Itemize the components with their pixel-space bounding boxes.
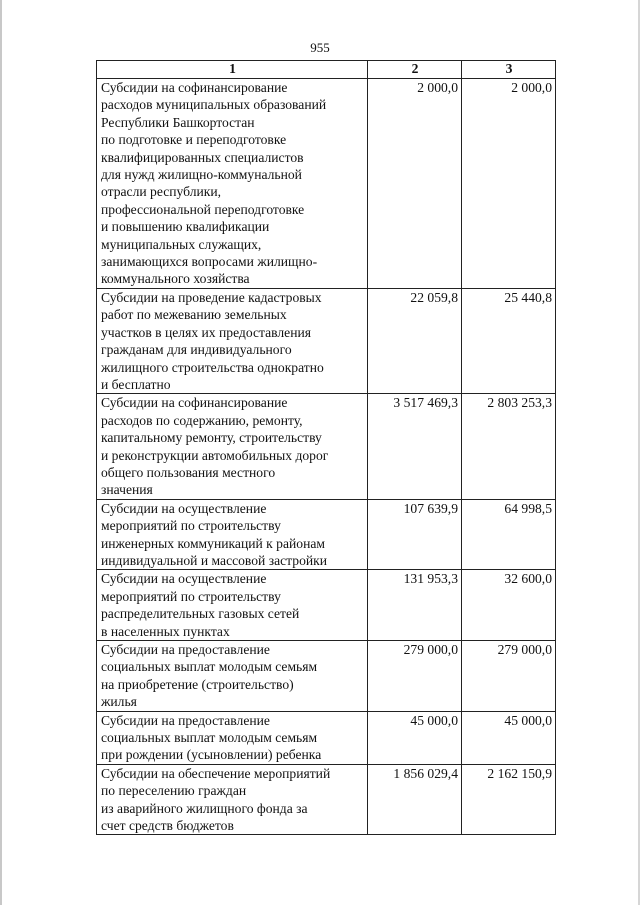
row-value-col2: 45 000,0 — [368, 711, 462, 764]
row-value-col3: 25 440,8 — [462, 288, 556, 393]
page-number: 955 — [310, 40, 330, 55]
row-value-col2: 22 059,8 — [368, 288, 462, 393]
table-row — [97, 641, 556, 712]
budget-table — [96, 60, 556, 835]
row-value-col3: 32 600,0 — [462, 570, 556, 641]
column-header-3: 3 — [462, 61, 556, 79]
row-description: Субсидии на предоставление социальных выплат молодым семьям на приобретение (строительство) жилья — [97, 641, 368, 712]
row-value-col3: 2 162 150,9 — [462, 764, 556, 835]
scan-edge-left — [0, 0, 2, 905]
row-value-col2: 107 639,9 — [368, 499, 462, 570]
row-value-col3: 64 998,5 — [462, 499, 556, 570]
row-description: Субсидии на проведение кадастровых работ по межеванию земельных участков в целях их предоставления гражданам для индивидуального жилищного строительства однократно и бесплатно — [97, 288, 368, 393]
table-row — [97, 79, 556, 289]
row-value-col3: 2 000,0 — [462, 79, 556, 289]
table-row — [97, 764, 556, 835]
column-header-1: 1 — [97, 61, 368, 79]
row-value-col2: 279 000,0 — [368, 641, 462, 712]
row-value-col2: 1 856 029,4 — [368, 764, 462, 835]
table-row — [97, 711, 556, 764]
row-description: Субсидии на обеспечение мероприятий по переселению граждан из аварийного жилищного фонда за счет средств бюджетов — [97, 764, 368, 835]
row-value-col2: 2 000,0 — [368, 79, 462, 289]
table-header-row — [97, 61, 556, 79]
row-description: Субсидии на софинансирование расходов по содержанию, ремонту, капитальному ремонту, строительству и реконструкции автомобильных дорог общего пользования местного значения — [97, 394, 368, 499]
row-value-col3: 45 000,0 — [462, 711, 556, 764]
row-value-col2: 131 953,3 — [368, 570, 462, 641]
table-row — [97, 394, 556, 499]
table-row — [97, 499, 556, 570]
row-description: Субсидии на софинансирование расходов муниципальных образований Республики Башкортостан по подготовке и переподготовке квалифицированных специалистов для нужд жилищно-коммунальной отрасли республики, профессиональной переподготовке и повышению квалификации муниципальных служащих, занимающихся вопросами жилищно- коммунального хозяйства — [97, 79, 368, 289]
row-value-col3: 279 000,0 — [462, 641, 556, 712]
row-value-col3: 2 803 253,3 — [462, 394, 556, 499]
table-row — [97, 570, 556, 641]
row-description: Субсидии на осуществление мероприятий по строительству инженерных коммуникаций к районам индивидуальной и массовой застройки — [97, 499, 368, 570]
row-description: Субсидии на осуществление мероприятий по строительству распределительных газовых сетей в населенных пунктах — [97, 570, 368, 641]
table-row — [97, 288, 556, 393]
row-value-col2: 3 517 469,3 — [368, 394, 462, 499]
column-header-2: 2 — [368, 61, 462, 79]
row-description: Субсидии на предоставление социальных выплат молодым семьям при рождении (усыновлении) ребенка — [97, 711, 368, 764]
